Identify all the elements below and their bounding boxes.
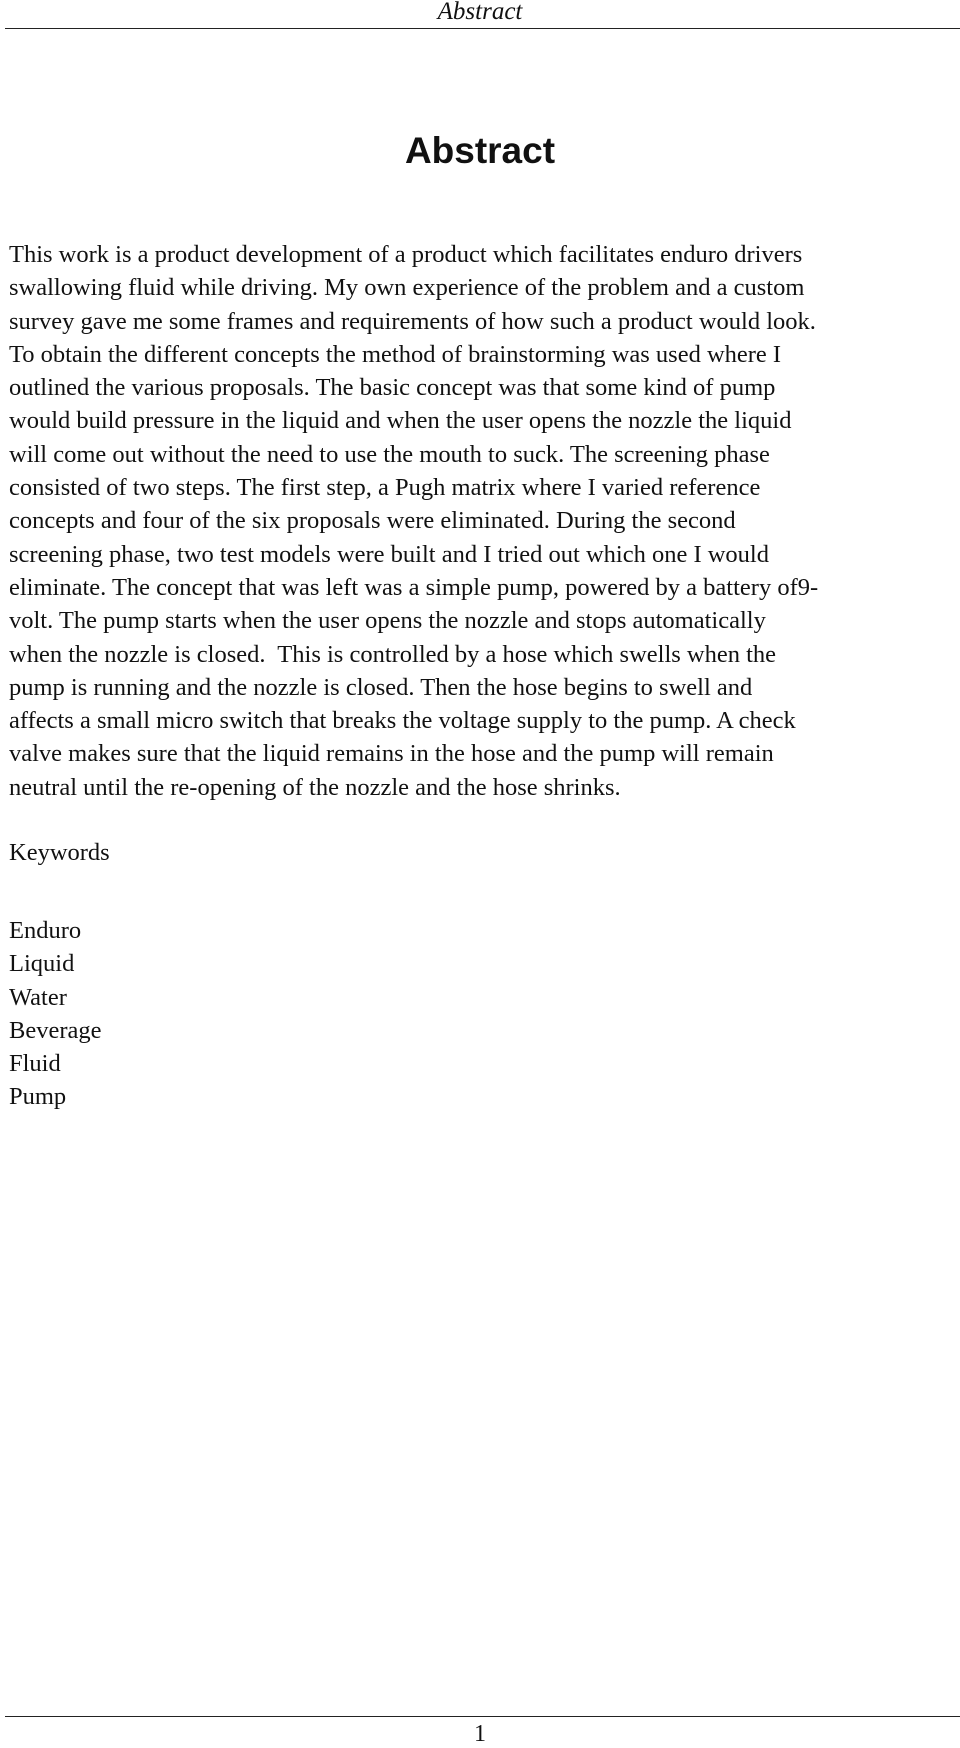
abstract-line: neutral until the re-opening of the nozzle and the hose shrinks. [9, 773, 621, 801]
header-rule [5, 28, 960, 29]
abstract-line: survey gave me some frames and requirements of how such a product would look. [9, 307, 816, 335]
keyword-item: Water [9, 983, 67, 1011]
abstract-line: valve makes sure that the liquid remains in the hose and the pump will remain [9, 740, 774, 768]
keyword-item: Liquid [9, 950, 75, 978]
abstract-line: consisted of two steps. The first step, a Pugh matrix where I varied reference [9, 474, 761, 502]
abstract-line: swallowing fluid while driving. My own experience of the problem and a custom [9, 274, 805, 302]
page-title: Abstract [404, 130, 556, 171]
page-number: 1 [474, 1721, 486, 1747]
abstract-line: outlined the various proposals. The basic concept was that some kind of pump [9, 374, 776, 402]
footer-rule [5, 1716, 960, 1717]
abstract-line: This work is a product development of a product which facilitates enduro drivers [9, 241, 803, 268]
abstract-line: will come out without the need to use the mouth to suck. The screening phase [9, 440, 770, 468]
abstract-line: To obtain the different concepts the method of brainstorming was used where I [9, 340, 782, 368]
abstract-line: affects a small micro switch that breaks the voltage supply to the pump. A check [9, 707, 796, 735]
abstract-line: screening phase, two test models were built and I tried out which one I would [9, 540, 769, 568]
running-footer [0, 1716, 960, 1748]
abstract-line: concepts and four of the six proposals were eliminated. During the second [9, 507, 736, 535]
running-header [0, 0, 960, 28]
keyword-item: Enduro [9, 917, 82, 944]
abstract-line: eliminate. The concept that was left was a simple pump, powered by a battery of9- [9, 573, 819, 601]
running-title: Abstract [437, 0, 523, 25]
keywords-label: Keywords [9, 839, 110, 866]
abstract-line: when the nozzle is closed. This is controlled by a hose which swells when the [9, 640, 777, 668]
abstract-body [9, 238, 959, 804]
keyword-list [9, 914, 102, 1114]
keyword-item: Fluid [9, 1050, 61, 1078]
keyword-item: Pump [9, 1083, 67, 1111]
abstract-line: would build pressure in the liquid and when the user opens the nozzle the liquid [9, 407, 792, 435]
abstract-line: volt. The pump starts when the user opens the nozzle and stops automatically [9, 607, 766, 635]
abstract-line: pump is running and the nozzle is closed. Then the hose begins to swell and [9, 673, 753, 701]
keyword-item: Beverage [9, 1016, 102, 1044]
